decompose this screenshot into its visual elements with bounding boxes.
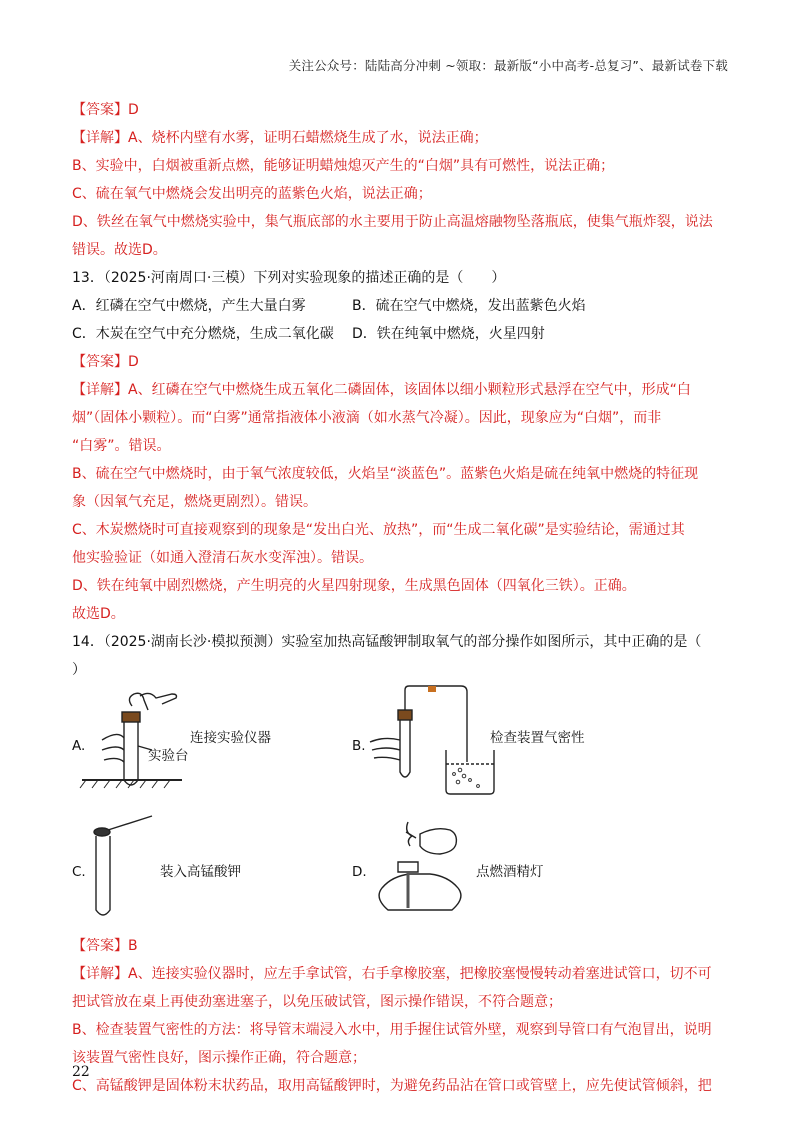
answer-tag: 【答案】: [72, 102, 128, 118]
figure-a-caption: 连接实验仪器: [190, 730, 271, 746]
explain-line: D、铁在纯氧中剧烈燃烧，产生明亮的火星四射现象，生成黑色固体（四氧化三铁）。正确。: [72, 578, 636, 594]
explain-line: C、木炭燃烧时可直接观察到的现象是“发出白光、放热”，而“生成二氧化碳”是实验结论，需通过其: [72, 522, 685, 538]
question-stem-cont: ）: [72, 662, 86, 678]
figure-area: [72, 684, 732, 932]
explain-line: 他实验验证（如通入澄清石灰水变浑浊）。错误。: [72, 550, 373, 566]
figure-a: [72, 684, 332, 804]
question-13: [72, 264, 732, 628]
explain-line: 故选D。: [72, 606, 125, 622]
figure-c-label: C.: [72, 864, 86, 880]
question-stem: 14．（2025·湖南长沙·模拟预测）实验室加热高锰酸钾制取氧气的部分操作如图所示，其中正确的是（: [72, 634, 702, 650]
page-header: 关注公众号：陆陆高分冲刺 ~领取：最新版“小中高考-总复习”、最新试卷下载: [288, 58, 728, 73]
question-stem: 13．（2025·河南周口·三模）下列对实验现象的描述正确的是（ ）: [72, 270, 506, 286]
answer-line: 【答案】B: [72, 938, 138, 954]
figure-d-caption: 点燃酒精灯: [476, 864, 544, 880]
option-b: B．硫在空气中燃烧，发出蓝紫色火焰: [352, 298, 586, 314]
explain-line: 【详解】A、连接实验仪器时，应左手拿试管，右手拿橡胶塞，把橡胶塞慢慢转动着塞进试管口，切不可: [72, 966, 712, 982]
figure-a-label: A.: [72, 738, 86, 754]
figure-c: [72, 814, 332, 924]
explain-line: 烟”（固体小颗粒）。而“白雾”通常指液体小液滴（如水蒸气冷凝）。因此，现象应为“白烟”，而非: [72, 410, 662, 426]
answer-line: 【答案】D: [72, 102, 139, 118]
explain-line: D、铁丝在氧气中燃烧实验中，集气瓶底部的水主要用于防止高温熔融物坠落瓶底，使集气瓶炸裂，说法: [72, 214, 713, 230]
explain-line: 【详解】A、烧杯内壁有水雾，证明石蜡燃烧生成了水，说法正确；: [72, 130, 488, 146]
explain-line: B、硫在空气中燃烧时，由于氧气浓度较低，火焰呈“淡蓝色”。蓝紫色火焰是硫在纯氧中燃烧的特征现: [72, 466, 699, 482]
explain-line: C、高锰酸钾是固体粉末状药品，取用高锰酸钾时，为避免药品沾在管口或管壁上，应先使试管倾斜，把: [72, 1078, 712, 1094]
explain-line: 该装置气密性良好，图示操作正确，符合题意；: [72, 1050, 366, 1066]
explain-line: 把试管放在桌上再使劲塞进塞子，以免压破试管，图示操作错误，不符合题意；: [72, 994, 562, 1010]
figure-b-label: B.: [352, 738, 366, 754]
explain-line: C、硫在氧气中燃烧会发出明亮的蓝紫色火焰，说法正确；: [72, 186, 432, 202]
explain-line: 错误。故选D。: [72, 242, 167, 258]
figure-b-caption: 检查装置气密性: [490, 730, 585, 746]
explain-line: “白雾”。错误。: [72, 438, 171, 454]
explain-line: 【详解】A、红磷在空气中燃烧生成五氧化二磷固体，该固体以细小颗粒形式悬浮在空气中，形成“白: [72, 382, 691, 398]
explain-line: B、实验中，白烟被重新点燃，能够证明蜡烛熄灭产生的“白烟”具有可燃性，说法正确；: [72, 158, 615, 174]
figure-c-caption: 装入高锰酸钾: [160, 864, 241, 880]
figure-a-inner-label: 实验台: [148, 748, 189, 764]
document-body: [72, 96, 732, 1100]
explain-line: 象（因氧气充足，燃烧更剧烈）。错误。: [72, 494, 317, 510]
figure-d-label: D.: [352, 864, 367, 880]
option-c: C．木炭在空气中充分燃烧，生成二氧化碳: [72, 326, 334, 342]
question-14: [72, 628, 732, 1100]
explain-line: B、检查装置气密性的方法：将导管末端浸入水中，用手握住试管外壁，观察到导管口有气泡冒出，说明: [72, 1022, 712, 1038]
answer-line: 【答案】D: [72, 354, 139, 370]
option-a: A．红磷在空气中燃烧，产生大量白雾: [72, 298, 306, 314]
previous-answer-block: [72, 96, 732, 264]
page-number: 22: [72, 1064, 90, 1080]
options-grid: [72, 292, 732, 348]
figure-b: [352, 684, 652, 804]
option-d: D．铁在纯氧中燃烧，火星四射: [352, 326, 545, 342]
figure-d: [352, 814, 652, 924]
